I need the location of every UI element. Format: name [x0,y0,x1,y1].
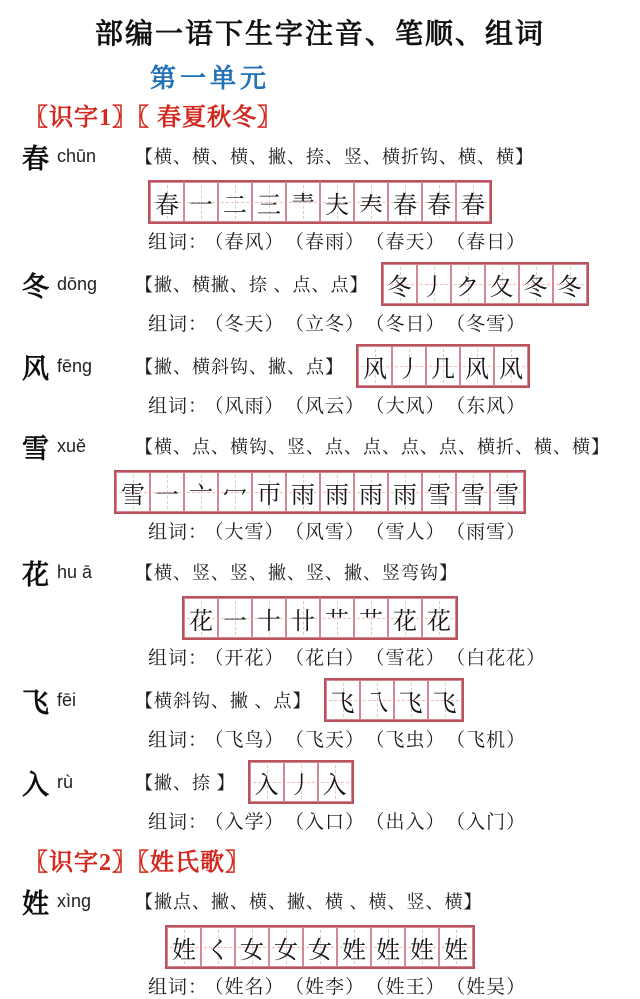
stroke-cell: 女 [269,927,303,967]
stroke-cell: 花 [388,598,422,638]
stroke-cell: 女 [235,927,269,967]
word-item: （冬天） [214,314,285,335]
unit-title: 第一单元 [150,64,271,93]
word-list [214,730,536,751]
stroke-cell: 冬 [553,264,587,304]
word-line [0,807,640,834]
word-item: （花白） [294,648,366,669]
word-item: （冬雪） [455,314,527,335]
stroke-order-list: 【横斜钩、撇 、点】 [135,691,312,711]
character: 花 [22,559,49,590]
word-item: （春日） [455,232,527,253]
stroke-cell: 艹 [354,598,388,638]
entry-head [0,344,640,388]
words-label: 组词： [148,522,209,543]
stroke-cell: 一 [184,182,218,222]
entry-fei [0,678,640,752]
stroke-cell: 龶 [286,182,320,222]
stroke-grid [381,262,589,306]
pinyin: xìng [57,890,92,911]
stroke-cell: 丿 [417,264,451,304]
section-header-1 [24,97,640,132]
entry-chun [0,136,640,254]
word-list [214,812,536,833]
stroke-cell: 春 [388,182,422,222]
stroke-cell: 姓 [337,927,371,967]
stroke-cell: 亠 [184,472,218,512]
entry-head [0,426,640,466]
pinyin: dōng [57,273,98,294]
entry-feng [0,344,640,418]
character: 风 [22,353,49,384]
word-item: （姓李） [294,977,366,998]
character: 雪 [22,433,49,464]
word-line [0,972,640,999]
stroke-cell: 一 [218,598,252,638]
word-item: （大雪） [214,522,285,543]
word-item: （入口） [294,812,366,833]
word-item: （春风） [214,232,285,253]
stroke-cell: 姓 [371,927,405,967]
word-item: （入门） [455,812,527,833]
word-item: （入学） [214,812,285,833]
word-line [0,643,640,670]
word-item: （春雨） [294,232,366,253]
stroke-order-list: 【撇、捺 】 [135,773,236,793]
stroke-cell: 冬 [383,264,417,304]
stroke-cell: 雪 [116,472,150,512]
pinyin: xuě [57,435,87,456]
section-header-2 [24,842,640,877]
words-label: 组词： [148,232,209,253]
entry-head [0,760,640,804]
stroke-grid [114,470,526,514]
stroke-cell: 姓 [167,927,201,967]
entry-head [0,552,640,592]
pinyin: fēi [57,689,77,710]
stroke-cell: 春 [150,182,184,222]
stroke-cell: 风 [460,346,494,386]
stroke-grid [324,678,464,722]
stroke-cell: 二 [218,182,252,222]
word-item: （雪花） [375,648,446,669]
stroke-order-list: 【撇点、撇、横、撇、横 、横、竖、横】 [135,892,483,912]
stroke-cell: 夂 [485,264,519,304]
word-list [214,522,536,543]
word-line [0,725,640,752]
stroke-cell: 雪 [422,472,456,512]
words-label: 组词： [148,730,209,751]
words-label: 组词： [148,977,209,998]
stroke-cell: 春 [456,182,490,222]
entry-ru [0,760,640,834]
pinyin: fēng [57,355,93,376]
words-label: 组词： [148,314,209,335]
character: 春 [22,143,49,174]
stroke-cell: 风 [358,346,392,386]
word-item: （立冬） [294,314,366,335]
words-label: 组词： [148,812,209,833]
lesson-label-1: 〖识字1〗 [24,105,137,131]
stroke-cell: 一 [150,472,184,512]
stroke-cell: 雨 [286,472,320,512]
stroke-order-list: 【撇、横撇、捺 、点、点】 [135,275,369,295]
word-item: （春天） [375,232,446,253]
lesson-title-2: 〖姓氏歌〗 [137,850,250,876]
stroke-cell: 卄 [286,598,320,638]
entry-head [0,136,640,176]
word-item: （风雨） [214,396,285,417]
word-item: （开花） [214,648,285,669]
stroke-cell: 飞 [326,680,360,720]
stroke-order-list: 【横、点、横钩、竖、点、点、点、点、横折、横、横】 [135,437,610,457]
stroke-cell: 花 [422,598,456,638]
word-line [0,391,640,418]
pinyin: hu ā [57,561,93,582]
stroke-cell: 入 [250,762,284,802]
stroke-cell: 艹 [320,598,354,638]
words-label: 组词： [148,396,209,417]
stroke-cell: く [201,927,235,967]
stroke-cell: 冬 [519,264,553,304]
entry-xing [0,881,640,999]
stroke-cell: 几 [426,346,460,386]
page-title: 部编一语下生字注音、笔顺、组词 [94,19,545,50]
word-item: （雪人） [375,522,446,543]
word-list [214,314,536,335]
entry-dong [0,262,640,336]
word-item: （风雪） [294,522,366,543]
word-item: （姓吴） [455,977,527,998]
word-list [214,648,556,669]
word-item: （飞机） [455,730,527,751]
stroke-cell: ク [451,264,485,304]
word-list [214,232,536,253]
word-list [214,396,536,417]
word-item: （白花花） [455,648,547,669]
stroke-cell: 丿 [392,346,426,386]
words-label: 组词： [148,648,209,669]
character: 飞 [22,687,49,718]
word-item: （出入） [375,812,446,833]
stroke-cell: 乁 [360,680,394,720]
stroke-cell: 风 [494,346,528,386]
word-item: （姓名） [214,977,285,998]
stroke-cell: 三 [252,182,286,222]
stroke-cell: 十 [252,598,286,638]
lesson-title-1: 〖 春夏秋冬〗 [137,105,282,131]
stroke-cell: 帀 [252,472,286,512]
stroke-cell: 姓 [405,927,439,967]
word-item: （东风） [455,396,527,417]
stroke-grid [248,760,354,804]
entry-head [0,678,640,722]
stroke-cell: 𡗗 [354,182,388,222]
stroke-cell: 花 [184,598,218,638]
word-line [0,309,640,336]
stroke-cell: 冖 [218,472,252,512]
lesson-label-2: 〖识字2〗 [24,850,137,876]
entry-hua [0,552,640,670]
stroke-cell: 飞 [428,680,462,720]
word-item: （雨雪） [455,522,527,543]
stroke-cell: 姓 [439,927,473,967]
word-line [0,227,640,254]
word-item: （姓王） [375,977,446,998]
word-item: （飞虫） [375,730,446,751]
stroke-cell: 夫 [320,182,354,222]
stroke-grid [148,180,492,224]
word-item: （飞鸟） [214,730,285,751]
word-item: （大风） [375,396,446,417]
stroke-cell: 雪 [490,472,524,512]
stroke-grid [356,344,530,388]
stroke-cell: 雨 [354,472,388,512]
stroke-cell: 女 [303,927,337,967]
stroke-order-list: 【横、横、横、撇、捺、竖、横折钩、横、横】 [135,147,534,167]
word-item: （风云） [294,396,366,417]
stroke-cell: 春 [422,182,456,222]
stroke-cell: 雨 [320,472,354,512]
entry-head [0,881,640,921]
character: 冬 [22,271,49,302]
stroke-grid [165,925,475,969]
stroke-order-list: 【撇、横斜钩、撇、点】 [135,357,344,377]
stroke-cell: 飞 [394,680,428,720]
character: 姓 [22,888,49,919]
stroke-grid [182,596,458,640]
entry-head [0,262,640,306]
word-item: （冬日） [375,314,446,335]
word-line [0,517,640,544]
stroke-cell: 雪 [456,472,490,512]
character: 入 [22,769,49,800]
stroke-cell: 雨 [388,472,422,512]
stroke-cell: 入 [318,762,352,802]
entry-xue [0,426,640,544]
word-item: （飞天） [294,730,366,751]
pinyin: rù [57,771,74,792]
word-list [214,977,536,998]
stroke-cell: 丿 [284,762,318,802]
pinyin: chūn [57,145,97,166]
stroke-order-list: 【横、竖、竖、撇、竖、撇、竖弯钩】 [135,563,458,583]
